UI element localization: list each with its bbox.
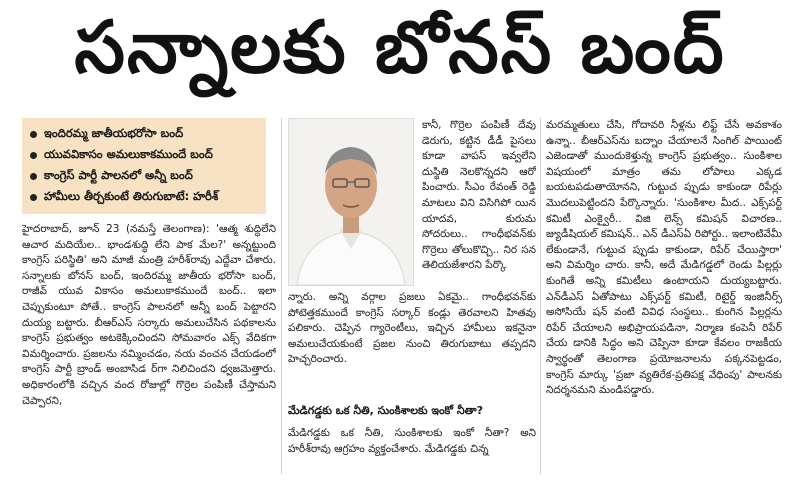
highlight-text: యువవికాసం అమలుకాకముందే బంద్ bbox=[44, 147, 213, 161]
paragraph: కానీ, గొర్రెల పంపిణీ దేవు డెరుగు, కట్టిన డీడీ పైసలు కూడా వాపస్ ఇవ్వలేని దుస్థితి నెలకొన్నదని ఆరో పించారు. సీఎం రేవంత్ రెడ్డి మాటలు విని విసిగిపో యిన యాదవ, కురుమ సోదరులు.. గాంధీభవన్‌కు గొర్రెలు తోలుకొచ్చి.. నిర సన తెలియజేశారని పేర్కొ bbox=[422, 119, 536, 272]
highlight-text: కాంగ్రెస్ పార్టీ పాలనలో అన్నీ బంద్ bbox=[44, 168, 193, 182]
highlight-item bbox=[30, 124, 258, 145]
article-column-2-middle bbox=[288, 290, 536, 400]
highlight-text: ఇందిరమ్మ జాతీయభరోసా బంద్ bbox=[44, 126, 184, 140]
article-column-2-bottom bbox=[288, 426, 536, 474]
sub-heading: మేడిగడ్డకు ఒక నీతి, సుంకిశాలకు ఇంకో నీతా? bbox=[288, 404, 483, 417]
bullet-icon bbox=[30, 152, 37, 159]
article-column-3 bbox=[546, 118, 782, 474]
person-portrait-icon bbox=[289, 119, 413, 285]
bullet-icon bbox=[30, 194, 37, 201]
bullet-icon bbox=[30, 173, 37, 180]
article-column-2-top bbox=[422, 118, 536, 290]
paragraph: న్నారు. అన్ని వర్గాల ప్రజలు ఏకమై.. గాంధీభవన్‌కు పోటెత్తకముందే కాంగ్రెస్ సర్కార్ కండ్లు తెరవాలని హితవు పలికారు. చెప్పిన గ్యారెంటీలు, ఇచ్చిన హామీలు ఇకనైనా అమలుచేయకుంటే ప్రజల నుంచి తిరుగుబాటు తప్పదని హెచ్చరించారు. bbox=[288, 291, 536, 366]
column-divider bbox=[281, 118, 282, 474]
paragraph: హైదరాబాద్, జూన్ 23 (నమస్తే తెలంగాణ): 'ఆత్మ శుద్ధిలేని ఆచార మదియేల.. భాండశుద్ధి లేని పాక మేల?' అన్నట్టుంది కాంగ్రెస్ పరిస్థితి' అని మాజీ మంత్రి హరీశ్‌రావు ఎద్దేవా చేశారు. సన్నాలకు బోనస్ బంద్, ఇందిరమ్మ జాతీయ భరోసా బంద్, రాజీవ్ యువ వికాసం అమలుకాకముందే బంద్.. ఇలా చెప్పుకుంటూ పోతే.. కాంగ్రెస్ పాలనలో అన్నీ బంద్ పెట్టారని దుయ్య బట్టారు. బీఆర్‌ఎస్ సర్కారు అమలుచేసిన పథకాలను కాంగ్రెస్ ప్రభుత్వం అటకెక్కించిందని సోమవారం ఎక్స్ వేదికగా విమర్శించారు. ప్రజలను నమ్మించడం, నయ వంచన చేయడంలో కాంగ్రెస్ పార్టీ బ్రాండ్ అంబాసిడ ర్‌గా నిలిచిందని ధ్వజమెత్తారు. అధికారంలోకి వచ్చిన వంద రోజుల్లో గొర్రెల పంపిణీ చేస్తామని చెప్పారని, bbox=[22, 223, 276, 407]
paragraph: మరమ్మతులు చేసి, గోదావరి నీళ్లను లిఫ్ట్ చేసే అవకాశం ఉన్నా.. బీఆర్‌ఎస్‌ను బద్నాం చేయాలనే సింగిల్ పాయింట్ ఎజెండాతో ముందుకెళ్తున్న కాంగ్రెస్ ప్రభుత్వం.. సుంకిశాల విషయంలో మాత్రం తమ లోపాలు ఎక్కడ బయటపడుతాయోనని, గుట్టుచ ప్పుడు కాకుండా రిపేర్లు మొదలుపెట్టిందని పేర్కొన్నారు. 'సుంకిశాల మీద.. ఎక్స్‌పర్ట్ కమిటీ ఎంక్వైరీ.. విజి లెన్స్ కమిషన్ విచారణ.. జ్యుడీషియల్ కమిషన్.. ఎన్ డీఎస్‌ఏ రిపోర్టు.. ఇలాంటివేమీ లేకుండానే, గుట్టుచ ప్పుడు కాకుండా, రిపేర్ చేయిస్తారా' అని విమర్శిం చారు. కానీ, అదే మేడిగడ్డలో రెండు పిల్లర్లు కుంగితే అన్ని కమిటీలు ఉంటాయని దుయ్యబట్టారు. ఎన్‌డీఎస్ ఏతోపాటు ఎక్స్‌పర్ట్ కమిటీ, రిటైర్డ్ ఇంజినీర్స్ అసోసియే షన్ వంటి వివిధ సంస్థలు.. కుంగిన పిల్లర్లను రిపేర్ చేయాలని అభిప్రాయపడినా, నిర్మాణ కంపెనీ రిపేర్ చేయ డానికి సిద్ధం అని చెప్పినా కూడా కేవలం రాజకీయ స్వార్థంతో తెలంగాణ ప్రయోజనాలను పక్కనపెట్టడం, కాంగ్రెస్ మార్కు 'ప్రజా వ్యతిరేక-ప్రతిపక్ష వేధింపు' పాలనకు నిదర్శనమని మండిపడ్డారు. bbox=[546, 119, 782, 397]
highlight-item bbox=[30, 166, 258, 187]
article-column-1 bbox=[22, 222, 276, 474]
highlight-item bbox=[30, 145, 258, 166]
highlight-item bbox=[30, 187, 258, 208]
bullet-icon bbox=[30, 131, 37, 138]
column-divider bbox=[540, 118, 541, 474]
portrait-photo bbox=[288, 118, 414, 286]
paragraph: మేడిగడ్డకు ఒక నీతి, సుంకిశాలకు ఇంకో నీతా? అని హరీశ్‌రావు ఆగ్రహం వ్యక్తంచేశారు. మేడిగడ్డకు చిన్న bbox=[288, 427, 536, 455]
highlights-box bbox=[22, 118, 266, 214]
highlight-text: హామీలు తీర్చకుంటే తిరుగుబాటే: హరీశ్ bbox=[44, 189, 219, 203]
headline: సన్నాలకు బోనస్ బంద్ bbox=[74, 5, 726, 89]
